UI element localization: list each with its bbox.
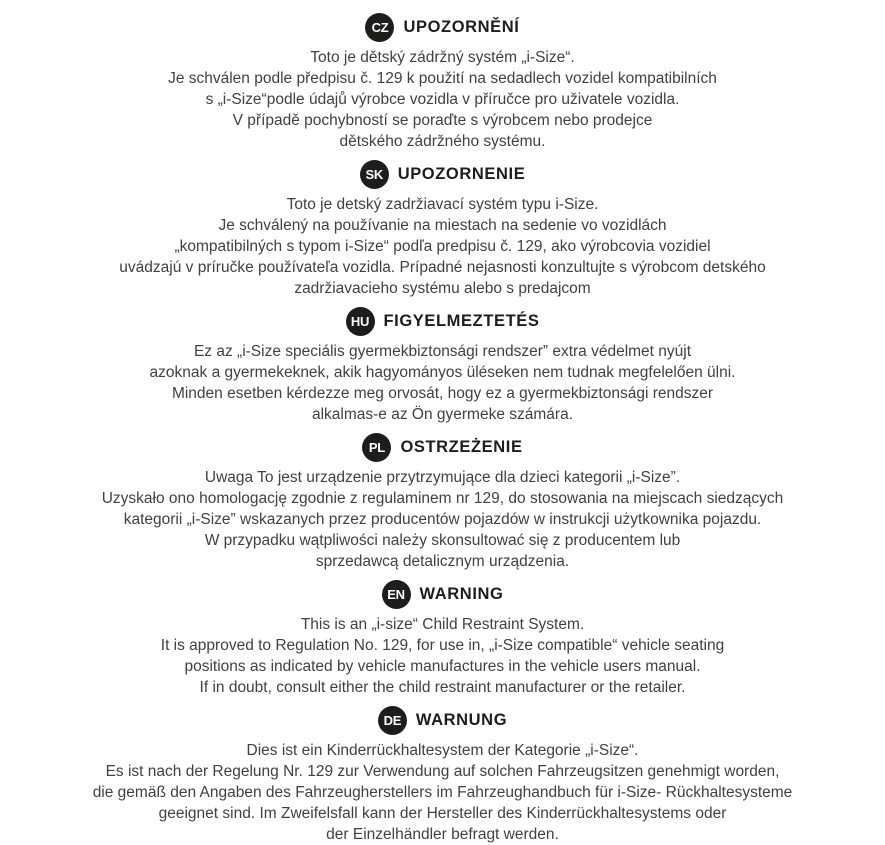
body-line: kategorii „i-Size” wskazanych przez producentów pojazdów w instrukcji użytkownika pojazdu. — [123, 511, 762, 528]
warning-section-en — [0, 579, 885, 698]
body-line: Dies ist ein Kinderrückhaltesystem der Kategorie „i-Size“. — [246, 742, 639, 759]
section-body — [0, 614, 885, 698]
body-line: Toto je detský zadržiavací systém typu i-Size. — [286, 196, 599, 213]
body-line: sprzedawcą detalicznym urządzenia. — [315, 553, 570, 570]
body-line: Je schválený na používanie na miestach na sedenie vo vozidlách — [218, 217, 667, 234]
body-line: V případě pochybností se poraďte s výrobcem nebo prodejce — [232, 112, 653, 129]
language-badge: PL — [362, 433, 391, 462]
body-line: die gemäß den Angaben des Fahrzeugherstellers im Fahrzeughandbuch für i-Size- Rückhaltesysteme — [92, 784, 793, 801]
body-line: positions as indicated by vehicle manufactures in the vehicle users manual. — [184, 658, 701, 675]
section-heading: FIGYELMEZTETÉS — [383, 311, 540, 330]
language-badge: DE — [378, 706, 407, 735]
section-heading: WARNING — [419, 584, 504, 603]
section-header — [0, 159, 885, 189]
warning-section-de — [0, 705, 885, 845]
body-line: dětského zádržného systému. — [339, 133, 546, 150]
body-line: Je schválen podle předpisu č. 129 k použití na sedadlech vozidel kompatibilních — [168, 70, 717, 87]
body-line: This is an „i-size“ Child Restraint System. — [300, 616, 585, 633]
warning-section-cz — [0, 12, 885, 152]
language-badge: EN — [382, 580, 411, 609]
section-heading: OSTRZEŻENIE — [400, 437, 523, 456]
warning-section-sk — [0, 159, 885, 299]
body-line: Minden esetben kérdezze meg orvosát, hogy ez a gyermekbiztonsági rendszer — [171, 385, 714, 402]
body-line: Toto je dětský zádržný systém „i-Size“. — [310, 49, 575, 66]
language-badge: HU — [346, 307, 375, 336]
body-line: If in doubt, consult either the child restraint manufacturer or the retailer. — [199, 679, 686, 696]
body-line: Es ist nach der Regelung Nr. 129 zur Verwendung auf solchen Fahrzeugsitzen genehmigt worden, — [105, 763, 780, 780]
body-line: Uzyskało ono homologację zgodnie z regulaminem nr 129, do stosowania na miejscach siedzących — [101, 490, 784, 507]
section-header — [0, 579, 885, 609]
section-header — [0, 705, 885, 735]
body-line: It is approved to Regulation No. 129, for use in, „i-Size compatible“ vehicle seating — [160, 637, 725, 654]
body-line: der Einzelhändler befragt werden. — [326, 826, 559, 843]
body-line: Ez az „i-Size speciális gyermekbiztonsági rendszer” extra védelmet nyújt — [193, 343, 692, 360]
section-header — [0, 432, 885, 462]
language-badge: SK — [360, 160, 389, 189]
body-line: alkalmas-e az Ön gyermeke számára. — [311, 406, 573, 423]
body-line: s „i-Size“podle údajů výrobce vozidla v příručce pro uživatele vozidla. — [205, 91, 680, 108]
section-body — [0, 467, 885, 572]
warning-section-pl — [0, 432, 885, 572]
section-heading: UPOZORNENIE — [397, 164, 526, 183]
body-line: uvádzajú v príručke používateľa vozidla. Prípadné nejasnosti konzultujte s výrobcom detského — [119, 259, 766, 276]
body-line: zadržiavacieho systému alebo s predajcom — [294, 280, 591, 297]
section-body — [0, 341, 885, 425]
section-body — [0, 47, 885, 152]
body-line: W przypadku wątpliwości należy skonsultować się z producentem lub — [204, 532, 681, 549]
warning-section-hu — [0, 306, 885, 425]
section-body — [0, 740, 885, 845]
section-header — [0, 306, 885, 336]
body-line: „kompatibilných s typom i-Size“ podľa predpisu č. 129, ako výrobcovia vozidiel — [174, 238, 711, 255]
body-line: geeignet sind. Im Zweifelsfall kann der Hersteller des Kinderrückhaltesystems oder — [158, 805, 727, 822]
section-heading: WARNUNG — [415, 710, 508, 729]
section-header — [0, 12, 885, 42]
language-badge: CZ — [365, 13, 394, 42]
body-line: Uwaga To jest urządzenie przytrzymujące dla dzieci kategorii „i-Size”. — [204, 469, 681, 486]
section-heading: UPOZORNĚNÍ — [403, 17, 520, 36]
section-body — [0, 194, 885, 299]
body-line: azoknak a gyermekeknek, akik hagyományos üléseken nem tudnak megfelelően ülni. — [149, 364, 736, 381]
